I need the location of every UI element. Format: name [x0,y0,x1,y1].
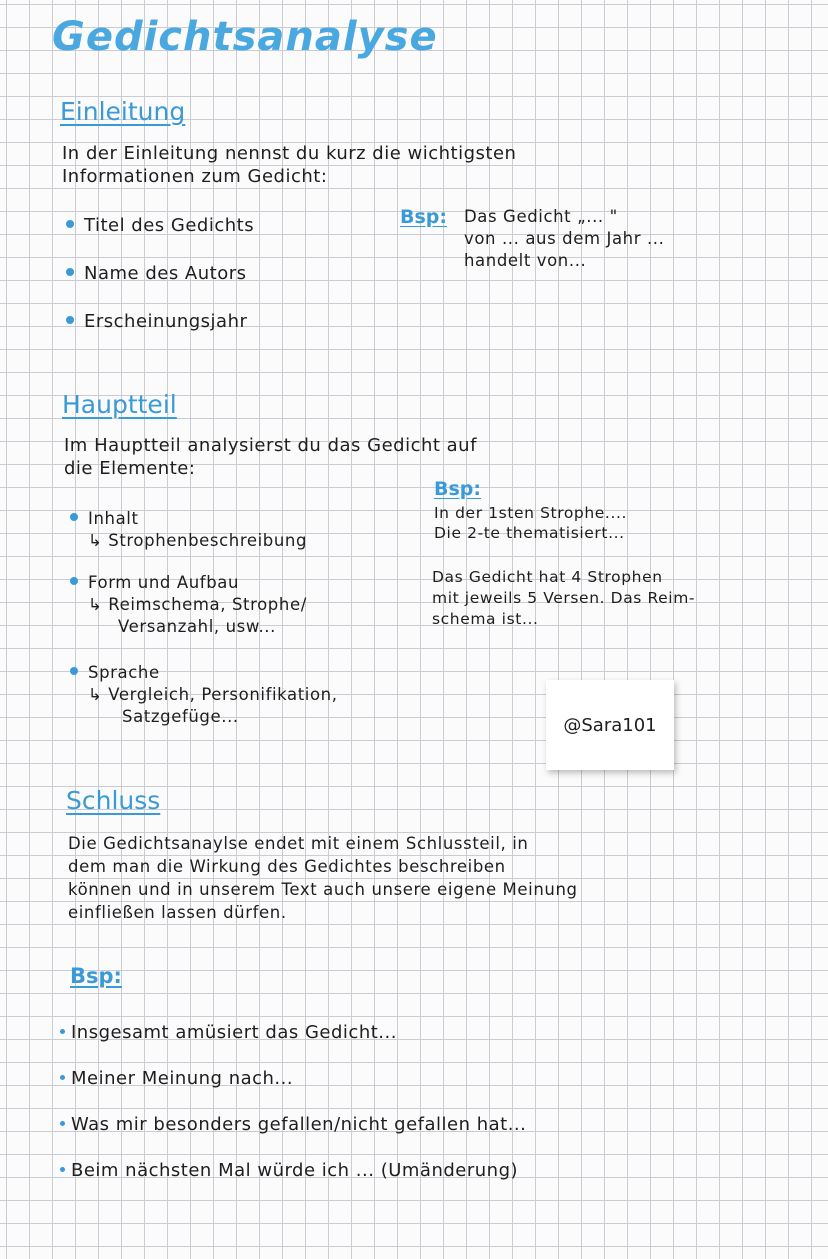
hauptteil-example-1 [434,503,627,543]
list-item-label: Insgesamt amüsiert das Gedicht... [71,1022,397,1043]
list-item [70,662,338,684]
bullet-dot-icon [60,1167,65,1172]
example-label: Bsp: [434,478,481,500]
example-line: von ... aus dem Jahr ... [464,229,665,248]
list-item-label: Erscheinungsjahr [84,311,248,332]
bullet-dot-icon [66,220,74,228]
list-item [60,1056,526,1102]
list-item [70,508,307,530]
hauptteil-intro-line: die Elemente: [64,458,196,479]
list-item-label: Titel des Gedichts [84,215,255,236]
bullet-dot-icon [70,513,78,521]
hauptteil-example-2 [432,567,695,630]
list-item-label: Form und Aufbau [88,573,240,592]
example-line: Das Gedicht hat 4 Strophen [432,568,663,586]
list-item-sub: ↳ Vergleich, Personifikation, [88,685,338,704]
author-handle: @Sara101 [563,714,657,736]
list-item-sub: Satzgefüge... [122,707,239,726]
example-label: Bsp: [400,206,447,228]
bullet-dot-icon [70,667,78,675]
bullet-dot-icon [66,316,74,324]
einleitung-intro-line: Informationen zum Gedicht: [62,166,328,187]
schluss-text-line: dem man die Wirkung des Gedichtes beschreiben [68,857,506,876]
page-title: Gedichtsanalyse [52,14,438,60]
author-watermark-card [546,680,674,770]
list-item [66,214,254,262]
bullet-dot-icon [60,1075,65,1080]
schluss-text [68,832,578,924]
list-item [70,572,307,594]
schluss-text-line: können und in unserem Text auch unsere eigene Meinung [68,880,578,899]
example-line: mit jeweils 5 Versen. Das Reim- [432,589,696,607]
hauptteil-intro-line: Im Hauptteil analysierst du das Gedicht auf [64,435,477,456]
bullet-dot-icon [66,268,74,276]
schluss-examples [60,1010,526,1194]
bullet-dot-icon [60,1029,65,1034]
einleitung-bullet-list [66,214,254,358]
list-item [66,310,254,358]
list-item-label: Sprache [88,663,160,682]
list-item-label: Was mir besonders gefallen/nicht gefallen hat... [71,1114,527,1135]
example-line: schema ist... [432,610,539,628]
schluss-text-line: Die Gedichtsanaylse endet mit einem Schlussteil, in [68,834,529,853]
list-item-label: Name des Autors [84,263,247,284]
example-line: In der 1sten Strophe.... [434,504,628,522]
hauptteil-bullet-inhalt [70,508,307,552]
list-item-sub: ↳ Strophenbeschreibung [88,531,308,550]
list-item-label: Inhalt [88,509,139,528]
bullet-dot-icon [60,1121,65,1126]
hauptteil-bullet-sprache [70,662,338,728]
section-heading-hauptteil: Hauptteil [62,390,177,419]
einleitung-intro [62,142,516,188]
section-heading-einleitung: Einleitung [60,97,186,126]
list-item [60,1102,526,1148]
list-item-label: Meiner Meinung nach... [71,1068,294,1089]
list-item [60,1148,526,1194]
example-line: handelt von... [464,251,587,270]
einleitung-example [464,206,665,272]
hauptteil-intro [64,434,477,480]
einleitung-intro-line: In der Einleitung nennst du kurz die wichtigsten [62,143,517,164]
list-item-sub: ↳ Reimschema, Strophe/ [88,595,307,614]
example-label: Bsp: [70,964,122,988]
section-heading-schluss: Schluss [66,786,161,815]
list-item [60,1010,526,1056]
schluss-text-line: einfließen lassen dürfen. [68,903,287,922]
list-item-sub: Versanzahl, usw... [118,617,276,636]
list-item [66,262,254,310]
hauptteil-bullet-form [70,572,307,638]
example-line: Die 2-te thematisiert... [434,524,625,542]
example-line: Das Gedicht „... " [464,207,618,226]
list-item-label: Beim nächsten Mal würde ich ... (Umänderung) [71,1160,519,1181]
bullet-dot-icon [70,577,78,585]
